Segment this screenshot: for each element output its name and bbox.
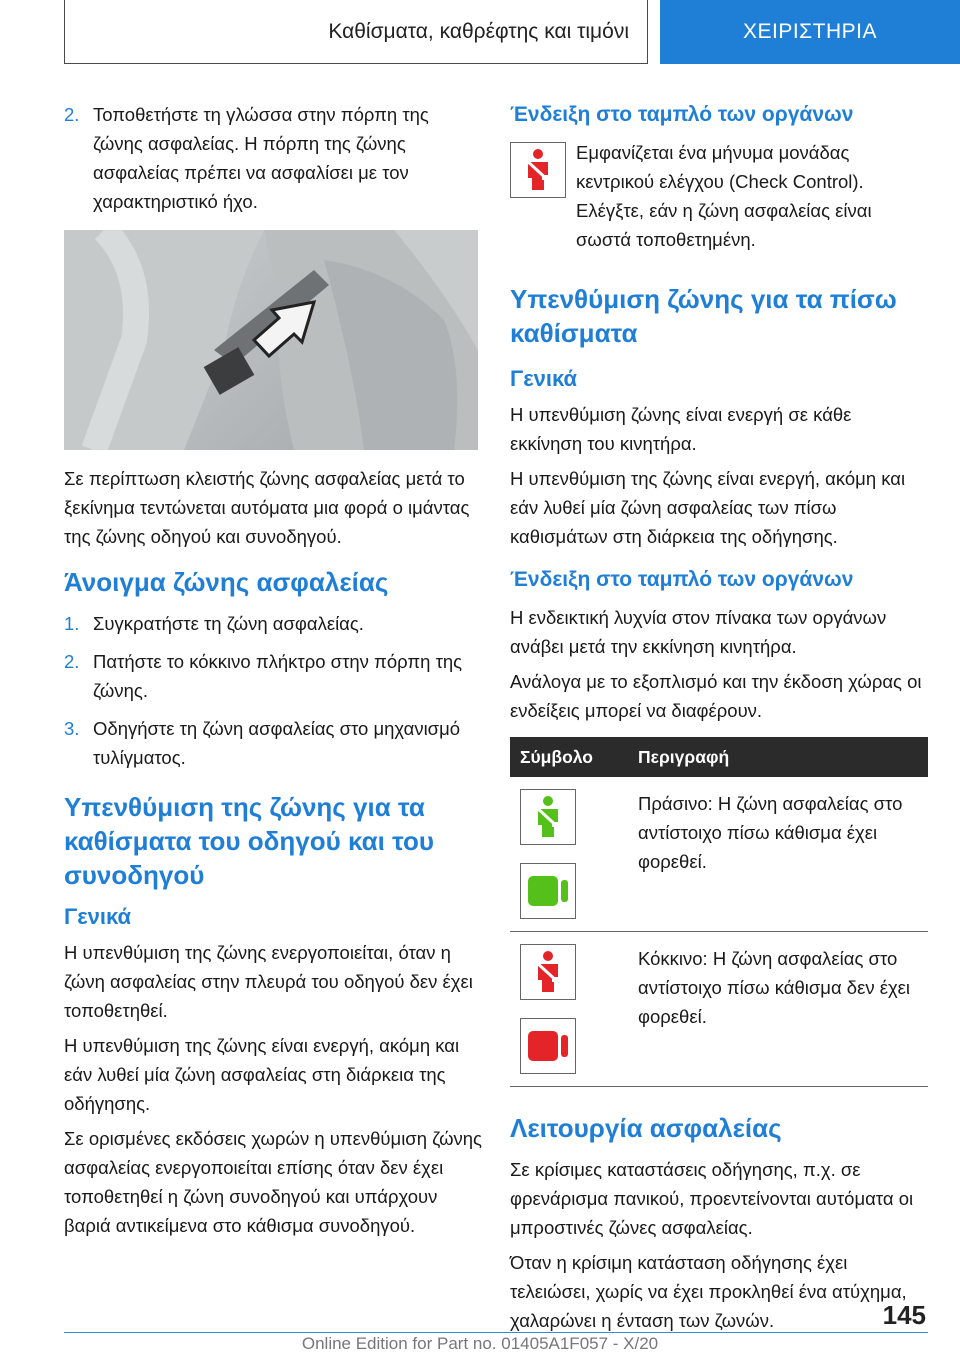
front-paragraph: Η υπενθύμιση της ζώνης είναι ενεργή, ακόμη και εάν λυθεί μία ζώνη ασφαλείας στη διάρκεια της οδήγησης. (64, 1035, 460, 1114)
safety-function-title: Λειτουργία ασφαλείας (510, 1113, 782, 1143)
header-section-title: Καθίσματα, καθρέφτης και τιμόνι (64, 0, 648, 64)
step-text: Συγκρατήστε τη ζώνη ασφαλείας. (93, 613, 364, 634)
step-number: 1. (64, 613, 80, 634)
rear-general-title: Γενικά (510, 366, 578, 391)
open-step (64, 609, 482, 638)
rear-display-title: Ένδειξη στο ταμπλό των οργάνων (510, 568, 854, 591)
left-column (64, 100, 482, 1246)
safety-paragraph: Σε κρίσιμες καταστάσεις οδήγησης, π.χ. σε φρενάρισμα πανικού, προεντείνονται αυτόματα οι μπροστινές ζώνες ασφαλείας. (510, 1159, 914, 1238)
step-number: 2. (64, 104, 80, 125)
front-paragraph: Σε ορισμένες εκδόσεις χωρών η υπενθύμιση ζώνης ασφαλείας ενεργοποιείται επίσης όταν δεν έχει τοποθετηθεί η ζώνη συνοδηγού και υπάρχουν βαριά αντικείμενα στο κάθισμα συνοδηγού. (64, 1128, 482, 1236)
step-text: Πατήστε το κόκκινο πλήκτρο στην πόρπη της ζώνης. (93, 651, 463, 701)
symbol-cell (510, 932, 628, 1087)
rear-display-paragraph: Ανάλογα με το εξοπλισμό και την έκδοση χώρας οι ενδείξεις μπορεί να διαφέρουν. (510, 671, 922, 721)
seatbelt-warning-icon (510, 142, 566, 198)
description-cell: Κόκκινο: Η ζώνη ασφαλείας στο αντίστοιχο πίσω κάθισμα δεν έχει φορεθεί. (628, 932, 928, 1087)
table-row (510, 932, 928, 1087)
header-chapter-tab[interactable]: ΧΕΙΡΙΣΤΗΡΙΑ (660, 0, 960, 64)
footer-divider (64, 1332, 928, 1333)
seat-illustration (64, 230, 478, 450)
rear-reminder-title: Υπενθύμιση ζώνης για τα πίσω καθίσματα (510, 284, 897, 348)
front-paragraph: Η υπενθύμιση της ζώνης ενεργοποιείται, όταν η ζώνη ασφαλείας στην πλευρά του οδηγού δεν έχει τοποθετηθεί. (64, 942, 473, 1021)
open-steps-list (64, 609, 482, 772)
front-reminder-title: Υπενθύμιση της ζώνης για τα καθίσματα του οδηγού και του συνοδηγού (64, 792, 434, 890)
display-title: Ένδειξη στο ταμπλό των οργάνων (510, 103, 854, 126)
display-block (510, 138, 928, 260)
front-general-title: Γενικά (64, 904, 132, 929)
rear-paragraph: Η υπενθύμιση ζώνης είναι ενεργή σε κάθε εκκίνηση του κινητήρα. (510, 404, 852, 454)
right-column (510, 100, 928, 1341)
column-header-description: Περιγραφή (628, 737, 928, 777)
symbol-cell (510, 777, 628, 932)
display-text: Εμφανίζεται ένα μήνυμα μονάδας κεντρικού ελέγχου (Check Control). Ελέγξτε, εάν η ζώνη ασφαλείας είναι σωστά τοποθετημένη. (576, 142, 872, 250)
open-step (64, 647, 482, 705)
rear-paragraph: Η υπενθύμιση της ζώνης είναι ενεργή, ακόμη και εάν λυθεί μία ζώνη ασφαλείας των πίσω καθισμάτων στη διάρκεια της οδήγησης. (510, 468, 906, 547)
indicator-table (510, 737, 928, 1087)
seatbelt-green-icon (520, 789, 576, 845)
footer-edition: Online Edition for Part no. 01405A1F057 - X/20 (301, 1334, 659, 1353)
table-row (510, 777, 928, 932)
seatbelt-red-icon (520, 944, 576, 1000)
step-number: 2. (64, 651, 80, 672)
open-step (64, 714, 482, 772)
column-header-symbol: Σύμβολο (510, 737, 628, 777)
table-header-row (510, 737, 928, 777)
step-number: 3. (64, 718, 80, 739)
description-cell: Πράσινο: Η ζώνη ασφαλείας στο αντίστοιχο πίσω κάθισμα έχει φορεθεί. (628, 777, 928, 932)
rear-display-paragraph: Η ενδεικτική λυχνία στον πίνακα των οργάνων ανάβει μετά την εκκίνηση κινητήρα. (510, 607, 887, 657)
step-text: Οδηγήστε τη ζώνη ασφαλείας στο μηχανισμό τυλίγματος. (93, 718, 461, 768)
open-seatbelt-title: Άνοιγμα ζώνης ασφαλείας (64, 567, 389, 597)
seatbelt-buckle-photo (64, 230, 478, 450)
page-number: 145 (882, 1300, 926, 1330)
seat-red-indicator-icon (520, 1018, 576, 1074)
safety-paragraph: Όταν η κρίσιμη κατάσταση οδήγησης έχει τελειώσει, χωρίς να έχει προκληθεί ένα ατύχημα, χαλαρώνει η ένταση των ζωνών. (510, 1252, 907, 1331)
seat-green-indicator-icon (520, 863, 576, 919)
install-step-2 (64, 100, 482, 216)
display-text-head (576, 138, 928, 254)
after-photo-text: Σε περίπτωση κλειστής ζώνης ασφαλείας μετά το ξεκίνημα τεντώνεται αυτόματα μια φορά ο ιμάντας της ζώνης οδηγού και συνοδηγού. (64, 468, 470, 547)
step-text: Τοποθετήστε τη γλώσσα στην πόρπη της ζώνης ασφαλείας. Η πόρπη της ζώνης ασφαλείας πρέπει να ασφαλίσει με τον χαρακτηριστικό ήχο. (93, 104, 429, 212)
